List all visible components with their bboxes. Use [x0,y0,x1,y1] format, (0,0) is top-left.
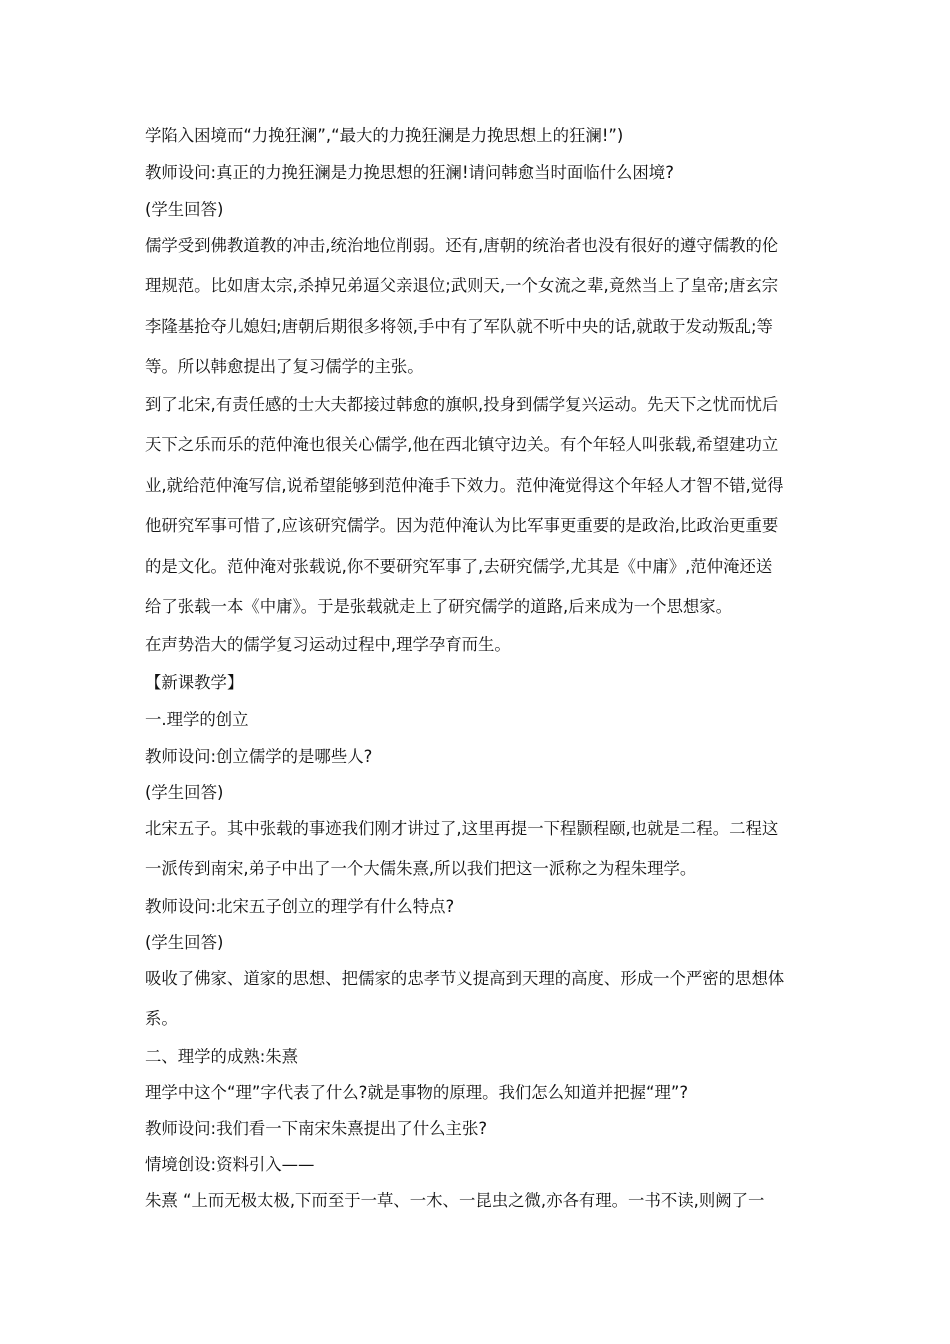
section-heading: 一.理学的创立 [145,710,249,729]
text-line: 学陷入困境而“力挽狂澜”,“最大的力挽狂澜是力挽思想上的狂澜!”) [145,126,624,145]
teacher-question: 教师设问:真正的力挽狂澜是力挽思想的狂澜!请问韩愈当时面临什么困境? [145,163,674,182]
text-line: 在声势浩大的儒学复习运动过程中,理学孕育而生。 [145,635,511,654]
text-line: 业,就给范仲淹写信,说希望能够到范仲淹手下效力。范仲淹觉得这个年轻人才智不错,觉得 [145,476,784,495]
text-line: 朱熹 “上而无极太极,下而至于一草、一木、一昆虫之微,亦各有理。一书不读,则阙了一 [145,1191,765,1210]
text-line: 理规范。比如唐太宗,杀掉兄弟逼父亲退位;武则天,一个女流之辈,竟然当上了皇帝;唐玄宗 [145,276,779,295]
text-line: 理学中这个“理”字代表了什么?就是事物的原理。我们怎么知道并把握“理”? [145,1083,689,1102]
student-answer-label: (学生回答) [145,200,224,219]
text-line: 李隆基抢夺儿媳妇;唐朝后期很多将领,手中有了军队就不听中央的话,就敢于发动叛乱;等 [145,317,773,336]
student-answer-label: (学生回答) [145,783,224,802]
text-line: 天下之乐而乐的范仲淹也很关心儒学,他在西北镇守边关。有个年轻人叫张载,希望建功立 [145,435,779,454]
text-line: 的是文化。范仲淹对张载说,你不要研究军事了,去研究儒学,尤其是《中庸》,范仲淹还送 [145,557,773,576]
text-line: 北宋五子。其中张载的事迹我们刚才讲过了,这里再提一下程颢程颐,也就是二程。二程这 [145,819,779,838]
teacher-question: 教师设问:创立儒学的是哪些人? [145,747,373,766]
teacher-question: 教师设问:我们看一下南宋朱熹提出了什么主张? [145,1119,488,1138]
text-line: 一派传到南宋,弟子中出了一个大儒朱熹,所以我们把这一派称之为程朱理学。 [145,859,697,878]
text-line: 儒学受到佛教道教的冲击,统治地位削弱。还有,唐朝的统治者也没有很好的遵守儒教的伦 [145,236,779,255]
section-heading: 【新课教学】 [145,673,244,692]
student-answer-label: (学生回答) [145,933,224,952]
text-line: 系。 [145,1009,178,1028]
text-line: 到了北宋,有责任感的士大夫都接过韩愈的旗帜,投身到儒学复兴运动。先天下之忧而忧后 [145,395,779,414]
teacher-question: 教师设问:北宋五子创立的理学有什么特点? [145,897,455,916]
text-line: 等。所以韩愈提出了复习儒学的主张。 [145,357,424,376]
text-line: 他研究军事可惜了,应该研究儒学。因为范仲淹认为比军事更重要的是政治,比政治更重要 [145,516,779,535]
text-line: 给了张载一本《中庸》。于是张载就走上了研究儒学的道路,后来成为一个思想家。 [145,597,733,616]
text-line: 情境创设:资料引入—— [145,1155,315,1174]
text-line: 吸收了佛家、道家的思想、把儒家的忠孝节义提高到天理的高度、形成一个严密的思想体 [145,969,785,988]
section-heading: 二、理学的成熟:朱熹 [145,1047,299,1066]
